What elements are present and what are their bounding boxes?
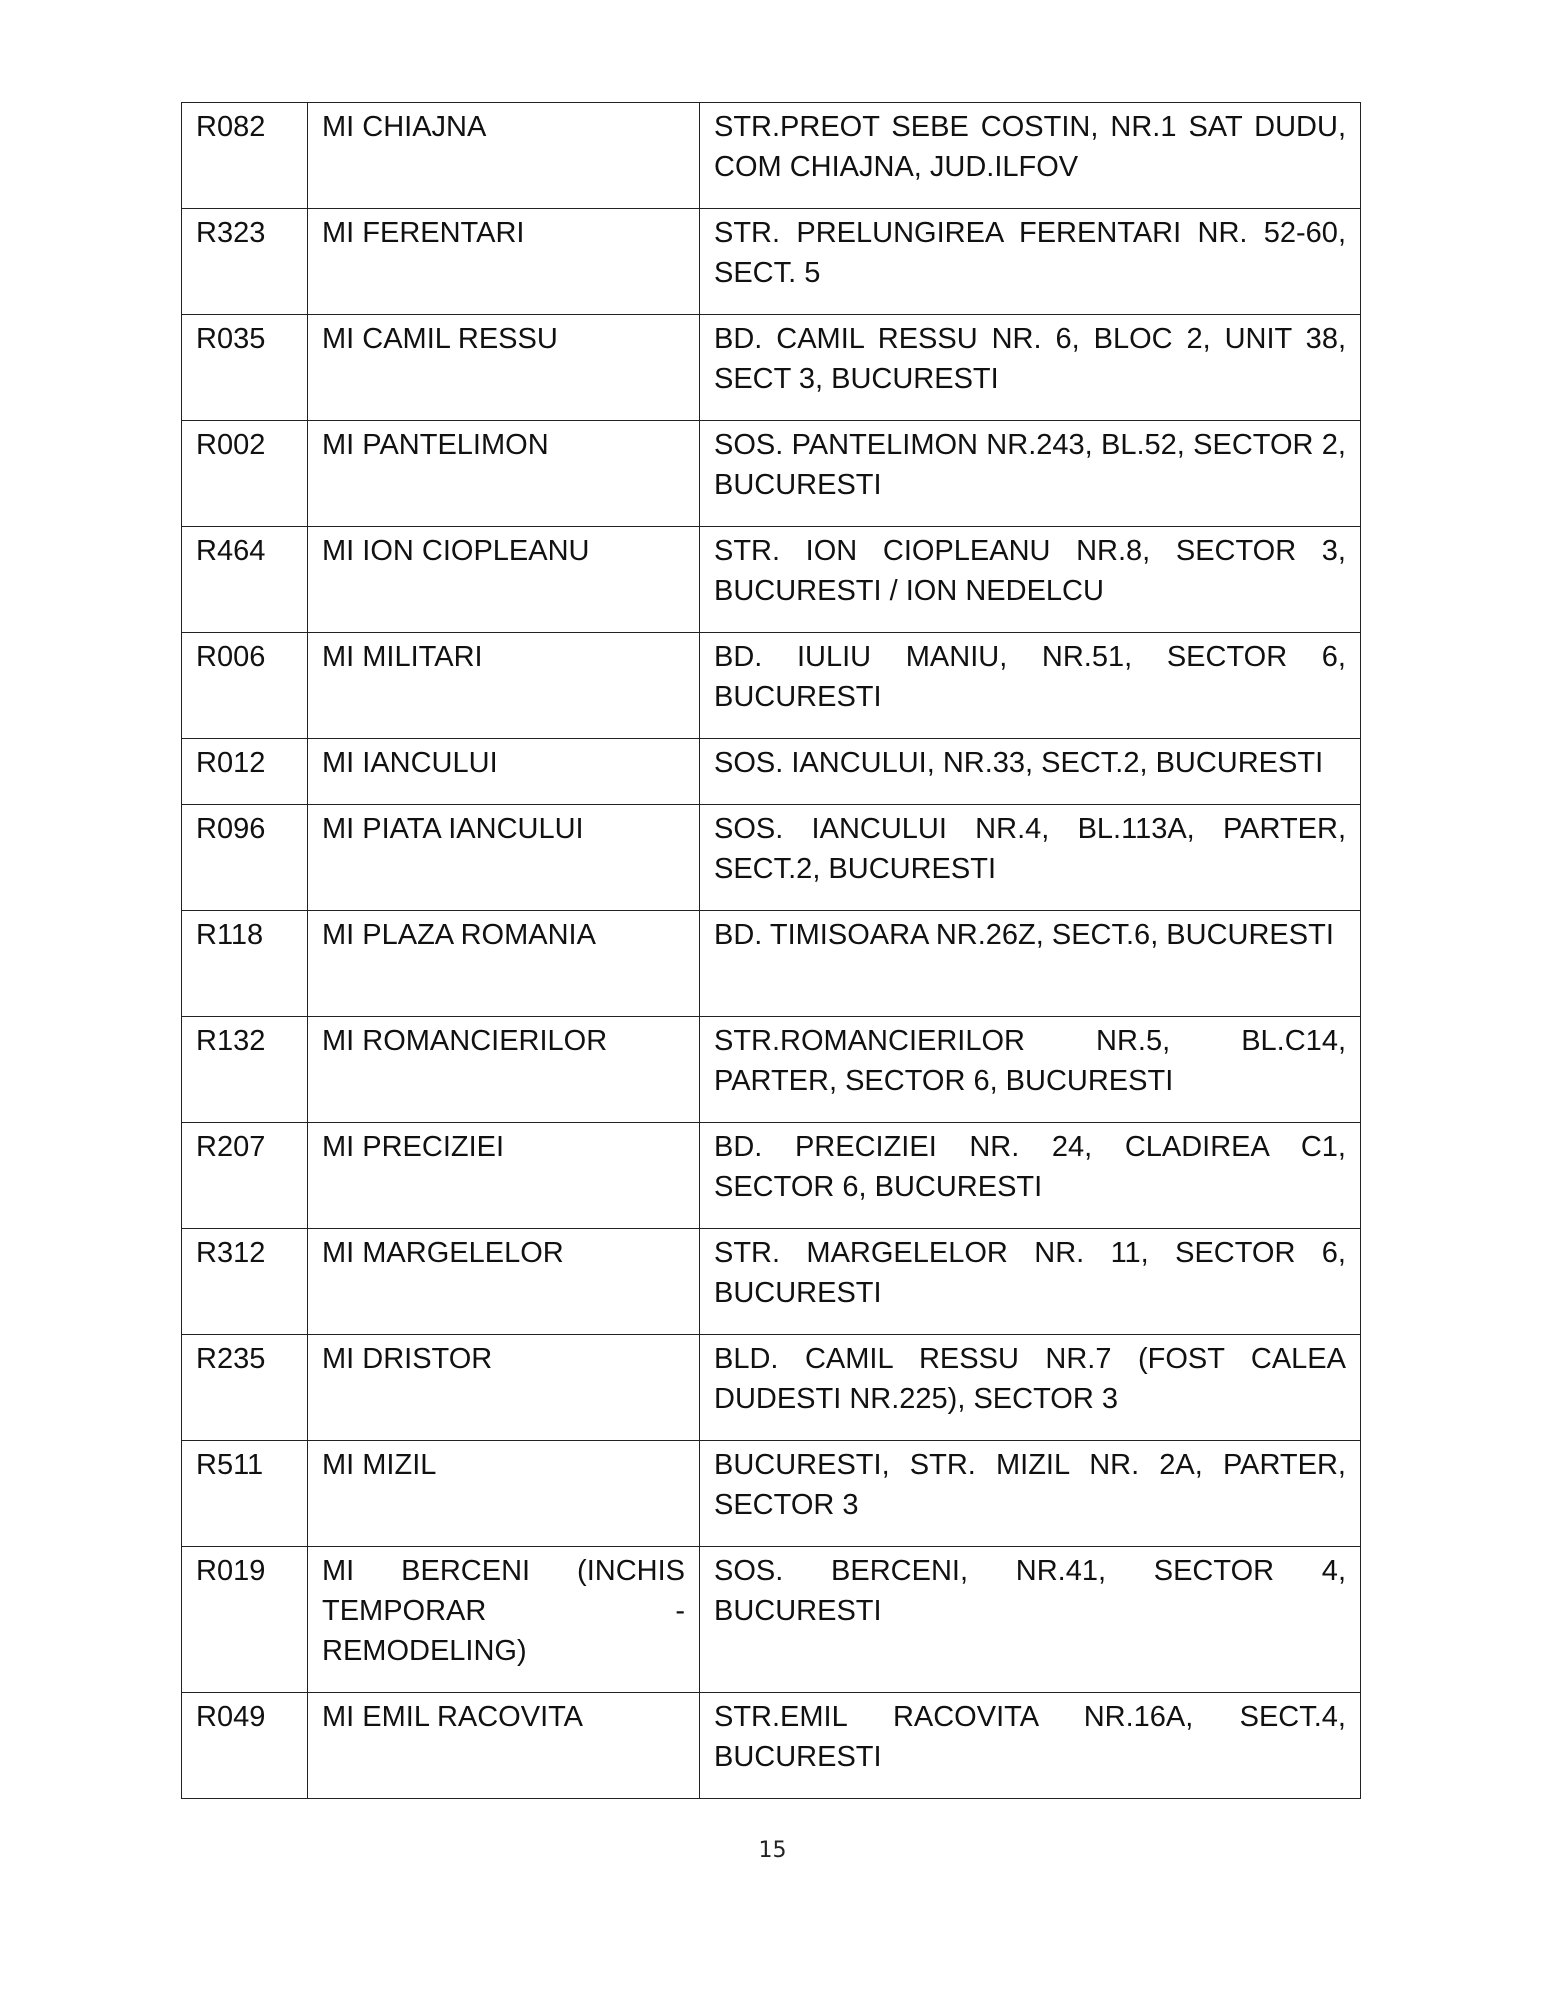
store-code-cell: R082 <box>182 103 308 209</box>
store-code-cell: R132 <box>182 1017 308 1123</box>
table-row <box>182 1693 1361 1799</box>
table-row <box>182 421 1361 527</box>
store-address-cell: BD. CAMIL RESSU NR. 6, BLOC 2, UNIT 38, SECT 3, BUCURESTI <box>700 315 1361 421</box>
store-code-cell: R002 <box>182 421 308 527</box>
store-name-cell: MI MIZIL <box>308 1441 700 1547</box>
store-address-cell: STR.EMIL RACOVITA NR.16A, SECT.4, BUCURESTI <box>700 1693 1361 1799</box>
table-row <box>182 315 1361 421</box>
store-code-cell: R012 <box>182 739 308 805</box>
page-number: 15 <box>758 1838 787 1863</box>
store-address-cell: BD. PRECIZIEI NR. 24, CLADIREA C1, SECTOR 6, BUCURESTI <box>700 1123 1361 1229</box>
store-name-cell: MI CAMIL RESSU <box>308 315 700 421</box>
store-code-cell: R235 <box>182 1335 308 1441</box>
table-row <box>182 1547 1361 1693</box>
store-name-cell: MI PANTELIMON <box>308 421 700 527</box>
store-code-cell: R096 <box>182 805 308 911</box>
store-address-cell: BD. IULIU MANIU, NR.51, SECTOR 6, BUCURESTI <box>700 633 1361 739</box>
store-code-cell: R049 <box>182 1693 308 1799</box>
store-address-cell: STR. PRELUNGIREA FERENTARI NR. 52-60, SECT. 5 <box>700 209 1361 315</box>
store-name-cell: MI CHIAJNA <box>308 103 700 209</box>
store-code-cell: R464 <box>182 527 308 633</box>
store-code-cell: R035 <box>182 315 308 421</box>
table-row <box>182 1441 1361 1547</box>
store-code-cell: R207 <box>182 1123 308 1229</box>
store-address-cell: STR. MARGELELOR NR. 11, SECTOR 6, BUCURESTI <box>700 1229 1361 1335</box>
store-address-table <box>181 102 1361 1799</box>
store-code-cell: R323 <box>182 209 308 315</box>
table-row <box>182 1123 1361 1229</box>
store-name-cell: MI ION CIOPLEANU <box>308 527 700 633</box>
table-row <box>182 1229 1361 1335</box>
table-row <box>182 911 1361 1017</box>
store-code-cell: R312 <box>182 1229 308 1335</box>
store-address-cell: SOS. BERCENI, NR.41, SECTOR 4, BUCURESTI <box>700 1547 1361 1693</box>
store-name-cell: MI MILITARI <box>308 633 700 739</box>
store-name-cell: MI PIATA IANCULUI <box>308 805 700 911</box>
store-name-cell: MI DRISTOR <box>308 1335 700 1441</box>
store-name-cell: MI MARGELELOR <box>308 1229 700 1335</box>
store-code-cell: R006 <box>182 633 308 739</box>
store-code-cell: R511 <box>182 1441 308 1547</box>
store-name-cell: MI FERENTARI <box>308 209 700 315</box>
store-address-cell: SOS. PANTELIMON NR.243, BL.52, SECTOR 2, BUCURESTI <box>700 421 1361 527</box>
store-address-cell: SOS. IANCULUI, NR.33, SECT.2, BUCURESTI <box>700 739 1361 805</box>
store-address-cell: BD. TIMISOARA NR.26Z, SECT.6, BUCURESTI <box>700 911 1361 1017</box>
store-code-cell: R118 <box>182 911 308 1017</box>
table-row <box>182 805 1361 911</box>
store-address-cell: BLD. CAMIL RESSU NR.7 (FOST CALEA DUDESTI NR.225), SECTOR 3 <box>700 1335 1361 1441</box>
table-row <box>182 633 1361 739</box>
store-address-cell: BUCURESTI, STR. MIZIL NR. 2A, PARTER, SECTOR 3 <box>700 1441 1361 1547</box>
store-address-cell: STR. ION CIOPLEANU NR.8, SECTOR 3, BUCURESTI / ION NEDELCU <box>700 527 1361 633</box>
store-name-cell: MI ROMANCIERILOR <box>308 1017 700 1123</box>
store-address-cell: STR.PREOT SEBE COSTIN, NR.1 SAT DUDU, COM CHIAJNA, JUD.ILFOV <box>700 103 1361 209</box>
table-row <box>182 209 1361 315</box>
table-row <box>182 1017 1361 1123</box>
table-row <box>182 1335 1361 1441</box>
store-code-cell: R019 <box>182 1547 308 1693</box>
store-name-cell: MI PRECIZIEI <box>308 1123 700 1229</box>
store-name-cell: MI BERCENI (INCHIS TEMPORAR - REMODELING) <box>308 1547 700 1693</box>
store-address-cell: STR.ROMANCIERILOR NR.5, BL.C14, PARTER, SECTOR 6, BUCURESTI <box>700 1017 1361 1123</box>
store-address-cell: SOS. IANCULUI NR.4, BL.113A, PARTER, SECT.2, BUCURESTI <box>700 805 1361 911</box>
store-name-cell: MI PLAZA ROMANIA <box>308 911 700 1017</box>
table-row <box>182 103 1361 209</box>
store-name-cell: MI IANCULUI <box>308 739 700 805</box>
store-name-cell: MI EMIL RACOVITA <box>308 1693 700 1799</box>
table-row <box>182 739 1361 805</box>
table-row <box>182 527 1361 633</box>
